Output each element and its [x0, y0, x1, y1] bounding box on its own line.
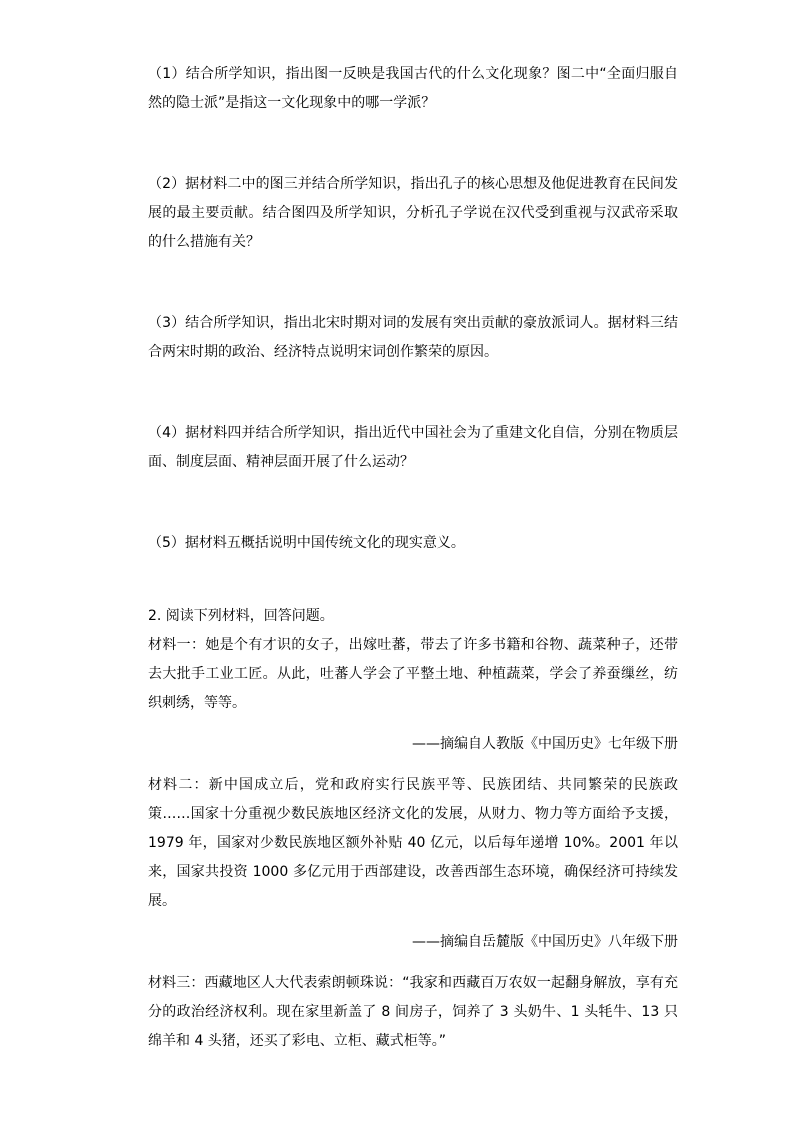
material-2: 材料二：新中国成立后，党和政府实行民族平等、民族团结、共同繁荣的民族政策……国家十分重视少数民族地区经济文化的发展，从财力、物力等方面给予支援，1979 年，国家对少数民族地区额外补贴 40 亿元，以后每年递增 10%。2001 年以来，国家共投资 1000 多亿元用于西部建设，改善西部生态环境，确保经济可持续发展。 — [148, 777, 678, 909]
answer-space — [148, 257, 678, 309]
question-1: （1）结合所学知识，指出图一反映是我国古代的什么文化现象？图二中“全面归服自然的隐士派”是指这一文化现象中的哪一学派？ — [148, 66, 678, 111]
answer-space — [148, 118, 678, 170]
answer-space — [148, 558, 678, 602]
question-2: （2）据材料二中的图三并结合所学知识，指出孔子的核心思想及他促进教育在民间发展的最主要贡献。结合图四及所学知识，分析孔子学说在汉代受到重视与汉武帝采取的什么措施有关？ — [148, 176, 678, 250]
question-4: （4）据材料四并结合所学知识，指出近代中国社会为了重建文化自信，分别在物质层面、制度层面、精神层面开展了什么运动？ — [148, 425, 678, 470]
material-2-source: ——摘编自岳麓版《中国历史》八年级下册 — [412, 934, 678, 950]
answer-space — [148, 367, 678, 419]
section-2-heading: 2. 阅读下列材料，回答问题。 — [148, 608, 334, 624]
material-3: 材料三：西藏地区人大代表索朗顿珠说：“我家和西藏百万农奴一起翻身解放，享有充分的政治经济权利。现在家里新盖了 8 间房子，饲养了 3 头奶牛、1 头牦牛、13 只绵羊和 4 头猪，还买了彩电、立柜、藏式柜等。” — [148, 975, 678, 1049]
document-page — [148, 60, 678, 1056]
question-3: （3）结合所学知识，指出北宋时期对词的发展有突出贡献的豪放派词人。据材料三结合两宋时期的政治、经济特点说明宋词创作繁荣的原因。 — [148, 315, 678, 360]
question-5: （5）据材料五概括说明中国传统文化的现实意义。 — [148, 535, 465, 551]
answer-space — [148, 477, 678, 529]
material-1-source: ——摘编自人教版《中国历史》七年级下册 — [412, 736, 678, 752]
material-1: 材料一：她是个有才识的女子，出嫁吐蕃，带去了许多书籍和谷物、蔬菜种子，还带去大批手工业工匠。从此，吐蕃人学会了平整土地、种植蔬菜，学会了养蚕缫丝，纺织刺绣，等等。 — [148, 637, 678, 711]
